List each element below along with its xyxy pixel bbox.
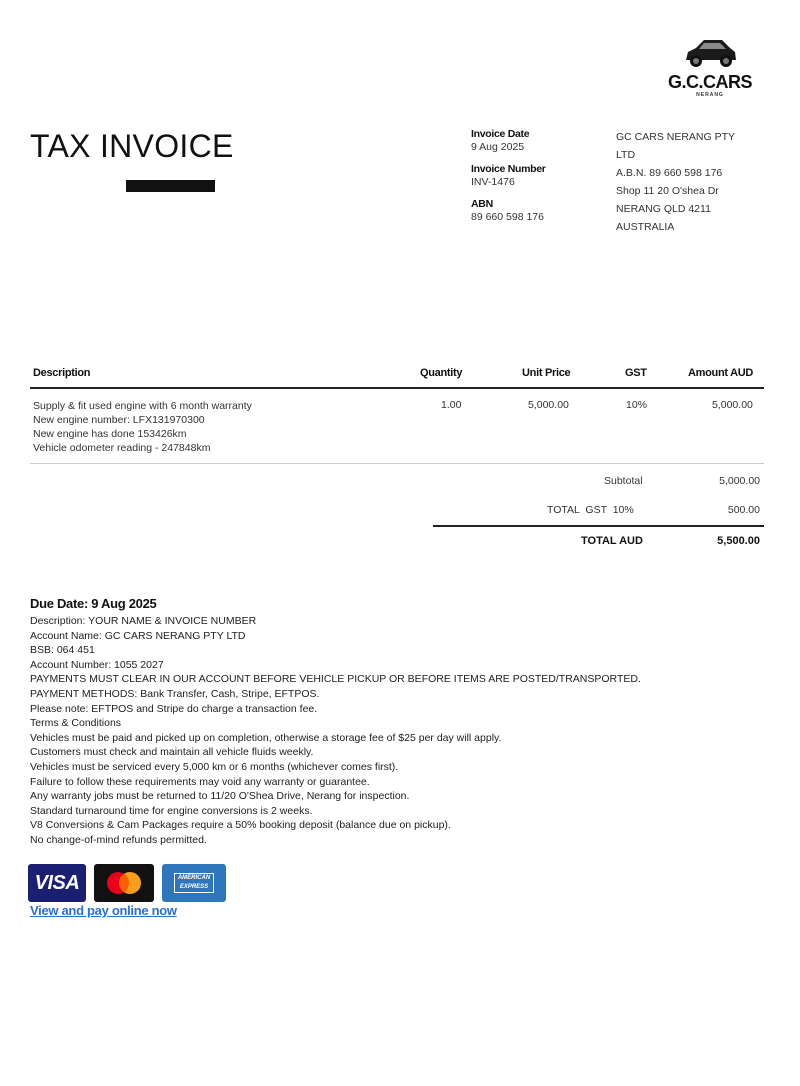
header-amount: Amount AUD xyxy=(688,367,754,379)
invoice-meta xyxy=(471,128,546,233)
total-divider xyxy=(433,525,764,527)
payment-line: BSB: 064 451 xyxy=(30,644,95,657)
abn-label: ABN xyxy=(471,198,493,210)
pay-online-link[interactable]: View and pay online now xyxy=(30,903,177,918)
description-line: Supply & fit used engine with 6 month warranty xyxy=(33,400,252,412)
description-line: Vehicle odometer reading - 247848km xyxy=(33,442,211,454)
logo-subtext: NERANG xyxy=(696,92,724,98)
header-description: Description xyxy=(33,367,91,379)
payment-line: No change-of-mind refunds permitted. xyxy=(30,833,207,846)
payment-line: Please note: EFTPOS and Stripe do charge a transaction fee. xyxy=(30,702,318,715)
payment-terms xyxy=(30,614,770,848)
mastercard-circles-icon xyxy=(94,864,154,902)
payment-line: PAYMENTS MUST CLEAR IN OUR ACCOUNT BEFORE VEHICLE PICKUP OR BEFORE ITEMS ARE POSTED/TRANSPORTED. xyxy=(30,673,641,686)
redaction-bar xyxy=(126,180,215,192)
gst-total-label: TOTAL GST 10% xyxy=(547,504,634,516)
payment-line: Standard turnaround time for engine conversions is 2 weeks. xyxy=(30,804,313,817)
invoice-number-label: Invoice Number xyxy=(471,163,546,175)
payment-line: Terms & Conditions xyxy=(30,717,122,730)
payment-line: Account Name: GC CARS NERANG PTY LTD xyxy=(30,629,246,642)
line-item-gst: 10% xyxy=(626,399,648,411)
invoice-number: INV-1476 xyxy=(471,176,515,188)
header-quantity: Quantity xyxy=(420,367,463,379)
address-line: GC CARS NERANG PTY xyxy=(616,131,736,143)
table-header-divider xyxy=(30,387,764,389)
header-gst: GST xyxy=(625,367,647,379)
payment-line: PAYMENT METHODS: Bank Transfer, Cash, Stripe, EFTPOS. xyxy=(30,687,320,700)
payment-line: Account Number: 1055 2027 xyxy=(30,658,164,671)
line-item-quantity: 1.00 xyxy=(441,399,462,411)
row-divider xyxy=(30,463,764,464)
payment-line: Vehicles must be paid and picked up on completion, otherwise a storage fee of $25 per day will apply. xyxy=(30,731,502,744)
gst-total-value: 500.00 xyxy=(727,504,760,516)
abn-value: 89 660 598 176 xyxy=(471,211,544,223)
payment-line: Vehicles must be serviced every 5,000 km or 6 months (whichever comes first). xyxy=(30,760,399,773)
address-line: A.B.N. 89 660 598 176 xyxy=(616,167,723,179)
seller-address xyxy=(616,128,776,236)
company-logo xyxy=(664,36,756,102)
payment-line: V8 Conversions & Cam Packages require a 50% booking deposit (balance due on pickup). xyxy=(30,819,451,832)
subtotal-value: 5,000.00 xyxy=(719,475,760,487)
payment-line: Customers must check and maintain all vehicle fluids weekly. xyxy=(30,746,314,759)
due-date: Due Date: 9 Aug 2025 xyxy=(30,596,157,611)
car-icon xyxy=(682,36,738,70)
address-line: AUSTRALIA xyxy=(616,221,675,233)
line-item-description xyxy=(33,399,252,455)
line-item-unit-price: 5,000.00 xyxy=(528,399,569,411)
invoice-date-label: Invoice Date xyxy=(471,128,530,140)
logo-text: G.C.CARS xyxy=(667,72,752,92)
header-unit-price: Unit Price xyxy=(522,367,571,379)
address-line: LTD xyxy=(616,149,636,161)
description-line: New engine has done 153426km xyxy=(33,428,187,440)
description-line: New engine number: LFX131970300 xyxy=(33,414,205,426)
line-item-amount: 5,000.00 xyxy=(712,399,753,411)
mastercard-logo xyxy=(94,864,154,902)
total-value: 5,500.00 xyxy=(717,535,760,547)
amex-logo xyxy=(162,864,226,902)
payment-line: Any warranty jobs must be returned to 11/20 O'Shea Drive, Nerang for inspection. xyxy=(30,790,410,803)
amex-wordmark: AMERICAN EXPRESS xyxy=(174,873,214,893)
invoice-date: 9 Aug 2025 xyxy=(471,141,525,153)
total-label: TOTAL AUD xyxy=(581,535,643,547)
payment-line: Failure to follow these requirements may void any warranty or guarantee. xyxy=(30,775,370,788)
address-line: NERANG QLD 4211 xyxy=(616,203,711,215)
visa-logo: VISA xyxy=(28,864,86,902)
page-title: TAX INVOICE xyxy=(30,128,234,164)
address-line: Shop 11 20 O'shea Dr xyxy=(616,185,719,197)
subtotal-label: Subtotal xyxy=(604,475,643,487)
payment-line: Description: YOUR NAME & INVOICE NUMBER xyxy=(30,615,257,627)
